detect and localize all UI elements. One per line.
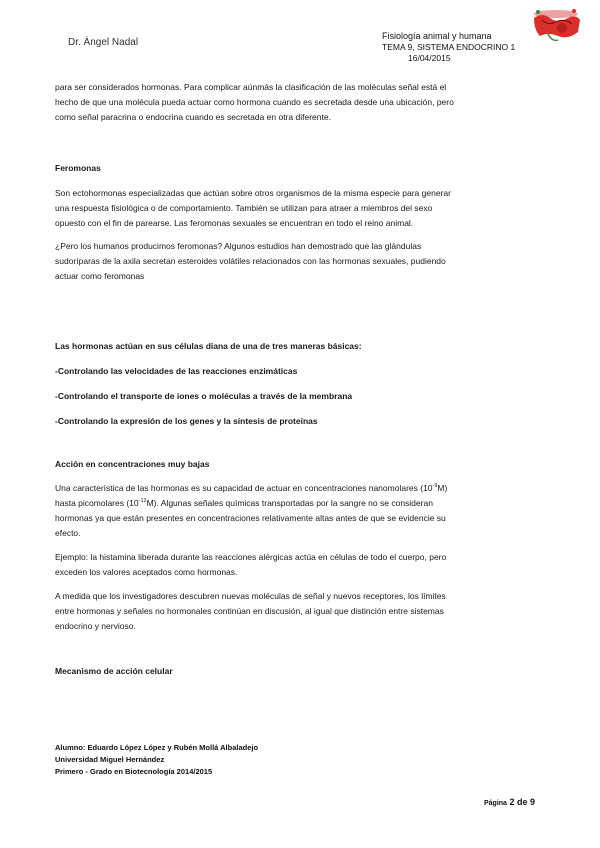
section-heading-mecanismo: Mecanismo de acción celular [55, 666, 173, 676]
accion-paragraph-2: Ejemplo: la histamina liberada durante las reacciones alérgicas actúa en células de todo el cuerpo, pero exceden los valores aceptados como hormonas. [55, 552, 447, 577]
section-heading-accion: Acción en concentraciones muy bajas [55, 459, 210, 469]
section-heading-feromonas: Feromonas [55, 163, 101, 173]
intro-paragraph: para ser considerados hormonas. Para complicar aúnmás la clasificación de las moléculas señal está el hecho de que una molécula pueda actuar como hormona cuando es secretada desde una ubicación, pero como señal paracrina o endocrina cuando es secretada en otra diferente. [55, 82, 454, 122]
accion-paragraph-3: A medida que los investigadores descubren nuevas moléculas de señal y nuevos receptores, los límites entre hormonas y señales no hormonales continúan en discusión, al igual que distinción entre sistemas endocrino y nervioso. [55, 591, 446, 631]
accion-paragraph-1: Una característica de las hormonas es su capacidad de actuar en concentraciones nanomolares $(10^{-9}M)$ hasta picomolares $(10^{-12}M)$. Algunas señales químicas transportadas por la sangre no se consideran hormonas ya que están presentes en concentraciones relativamente altas antes de que se evidencie su efecto. [55, 483, 448, 538]
header-date: 16/04/2015 [408, 53, 451, 63]
footer-student: Alumno: Eduardo López López y Rubén Mollá Albaladejo [55, 743, 259, 752]
ways-item-1: -Controlando las velocidades de las reacciones enzimáticas [55, 366, 298, 376]
footer-program: Primero - Grado en Biotecnología 2014/2015 [55, 767, 213, 776]
footer-info [55, 742, 258, 778]
header-course-info [382, 31, 515, 64]
section-heading-ways: Las hormonas actúan en sus células diana de una de tres maneras básicas: [55, 341, 362, 351]
anatomy-illustration-icon [528, 6, 584, 46]
document-body [55, 80, 545, 679]
footer-university: Universidad Miguel Hernández [55, 755, 165, 764]
feromonas-paragraph-2: ¿Pero los humanos producimos feromonas? Algunos estudios han demostrado que las glándulas sudoríparas de la axila secretan esteroides volátiles relacionados con las hormonas sexuales, pudiendo actuar como feromonas [55, 241, 446, 281]
ways-item-3: -Controlando la expresión de los genes y la síntesis de proteínas [55, 416, 318, 426]
page-number: Página 2 de 9 [484, 797, 536, 807]
ways-item-2: -Controlando el transporte de iones o moléculas a través de la membrana [55, 391, 353, 401]
header-course: Fisiología animal y humana [382, 31, 492, 41]
feromonas-paragraph-1: Son ectohormonas especializadas que actúan sobre otros organismos de la misma especie para generar una respuesta fisiológica o de comportamiento. También se utilizan para atraer a miembros del sexo opuesto con el fin de parearse. Las feromonas sexuales se encuentran en todo el reino animal. [55, 188, 451, 228]
header-author: Dr. Ángel Nadal [68, 37, 139, 48]
header-topic: TEMA 9, SISTEMA ENDOCRINO 1 [382, 42, 516, 52]
